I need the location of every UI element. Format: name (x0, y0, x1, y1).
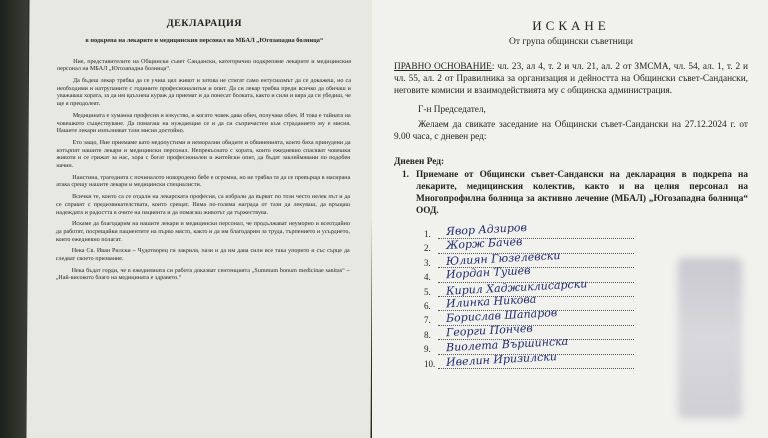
addressee: Г-н Председател, (418, 105, 486, 115)
agenda-item (402, 169, 748, 217)
signature-name: Кирил Хаджиклисарски (445, 276, 588, 298)
signature-number: 7. (424, 315, 431, 326)
declaration-paragraph: Наистина, трагедията с починалото новородено бебе е огромна, но не трябва тя да се превърща в масирана атака срещу нашите лекари и медицински специалисти. (56, 174, 351, 189)
signature-number: 8. (424, 329, 431, 340)
declaration-paragraph: Искаме да благодарим на нашите лекари и медицински персонал, че продължават неуморно и всеотдайно да работят, посрещайки пациентите на първо място, както и да им благодарим за труда, търпението и усърдието, които ежедневно полагат. (55, 221, 350, 243)
signature-number: 5. (424, 286, 431, 297)
request-page (372, 0, 768, 438)
legal-basis (394, 61, 748, 97)
signature-number: 10. (424, 358, 436, 369)
signature-name: Юлиян Гюзелевски (445, 248, 561, 268)
request-subtitle: От група общински съветници (509, 37, 633, 47)
signature-number: 6. (424, 300, 431, 311)
signature-name: Явор Адзиров (445, 220, 528, 239)
declaration-paragraph: Да бъдеш лекар трябва да се учиш цял живот и затова не стигат само ентусиазмът да се докажеш, но са необходими и натрупаните с годините професионализъм и опит. Да си лекар трябва преди всичко да обичаш и уважаваш хората, за да им вдъхнеш кураж да приемат и да понесат болката, както и сили и вяра да ги убедиш, че ще я преодолеят. (56, 78, 351, 108)
legal-basis-label: ПРАВНО ОСНОВАНИЕ (394, 62, 492, 72)
signature-name: Виолета Вършинска (445, 334, 569, 355)
agenda-item-number: 1. (402, 170, 409, 180)
declaration-subtitle: в подкрепа на лекарите и медицинския персонал на МБАЛ „Югозападна болница“ (85, 37, 324, 44)
agenda-label: Дневен Ред: (394, 157, 445, 167)
signature-name: Борислав Шапаров (445, 306, 558, 326)
signature-name: Георги Пончев (445, 321, 534, 339)
declaration-paragraph: Нека Св. Иван Рилски – Чудотворец ги закриля, пази и да им дава сили все така упорито и със сърце да следват своето призвание. (55, 248, 350, 263)
declaration-paragraph: Ние, представителите на Общински съвет Сандански, категорично подкрепяме лекарите и медицинския персонал на МБАЛ „Югозападна болница“. (57, 58, 352, 73)
signature-number: 9. (424, 344, 431, 355)
signature-number: 2. (424, 243, 431, 254)
signature-number: 4. (424, 272, 431, 283)
declaration-paragraph: Ето защо, Ние приемаме като недопустими и неморални обидите и обвиненията, които бяха принудени да изтърпят нашите лекари и медицински персонал. Непрекъснато с хората, които ежедневно спасяват човешки животи и се грижат за нас, хора с богат професионален и житейски опит, да бъдат заклеймявани по подобен начин. (56, 139, 351, 170)
declaration-paragraph: Нека бъдат горди, че в ежедневната си работа доказват сентенцията „Summum bonum medicinae sanitas“ – „Най-високото благо на медицината е здравето.“ (55, 267, 350, 282)
signature-number: 3. (424, 257, 431, 268)
blurred-signatures (678, 258, 742, 418)
request-title: ИСКАНЕ (532, 18, 610, 33)
signature-name: Илинка Никова (445, 292, 537, 311)
declaration-paragraph: Медицината е хуманна професия и изкуство, и когато човек дава обич, получава обич. И това е тайната на човешкото съществуване. Да помагаш на нуждаещия се и да си съпричастен към страданието му е мисия. Нашите лекари изпълняват тази мисия достойно. (56, 112, 351, 135)
signature-name: Ивелин Иризилски (445, 349, 558, 369)
legal-basis-text: : чл. 23, ал 4, т. 2 и чл. 21, ал. 2 от ЗМСМА, чл. 54, ал. 1, т. 2 и чл. 55, ал. 2 от Правилника за организация и дейността на Общински съвет-Сандански, неговите комисии и взаимодействията му с общинска администрация. (394, 62, 748, 96)
declaration-paragraph: Всички те, които са се отдали на лекарската професия, са избрали да вървят по този често нелек път и да се справят с предизвикателствата, които срещат. Няма по-голяма награда от тази да лекуваш, да връщаш надеждата и радостта в очите на пациента и да помагаш животът да тържествува. (56, 194, 351, 216)
signature-name: Иордан Тушев (445, 263, 531, 282)
declaration-title: ДЕКЛАРАЦИЯ (166, 18, 243, 29)
request-text: Желаем да свикате заседание на Общински съвет-Сандански на 27.12.2024 г. от 9.00 часа, с дневен ред: (394, 120, 748, 142)
declaration-page (26, 0, 373, 438)
signature-number: 1. (424, 229, 431, 239)
agenda-item-text: Приемане от Общински съвет-Сандански на декларация в подкрепа на лекарите, медицинския колектив, както и на целия персонал на Многопрофилна болница за активно лечение (МБАЛ) „Югозападна болница“ ООД. (416, 170, 748, 216)
background-shadow (0, 0, 28, 438)
signature-name: Жорж Бачев (445, 235, 523, 253)
